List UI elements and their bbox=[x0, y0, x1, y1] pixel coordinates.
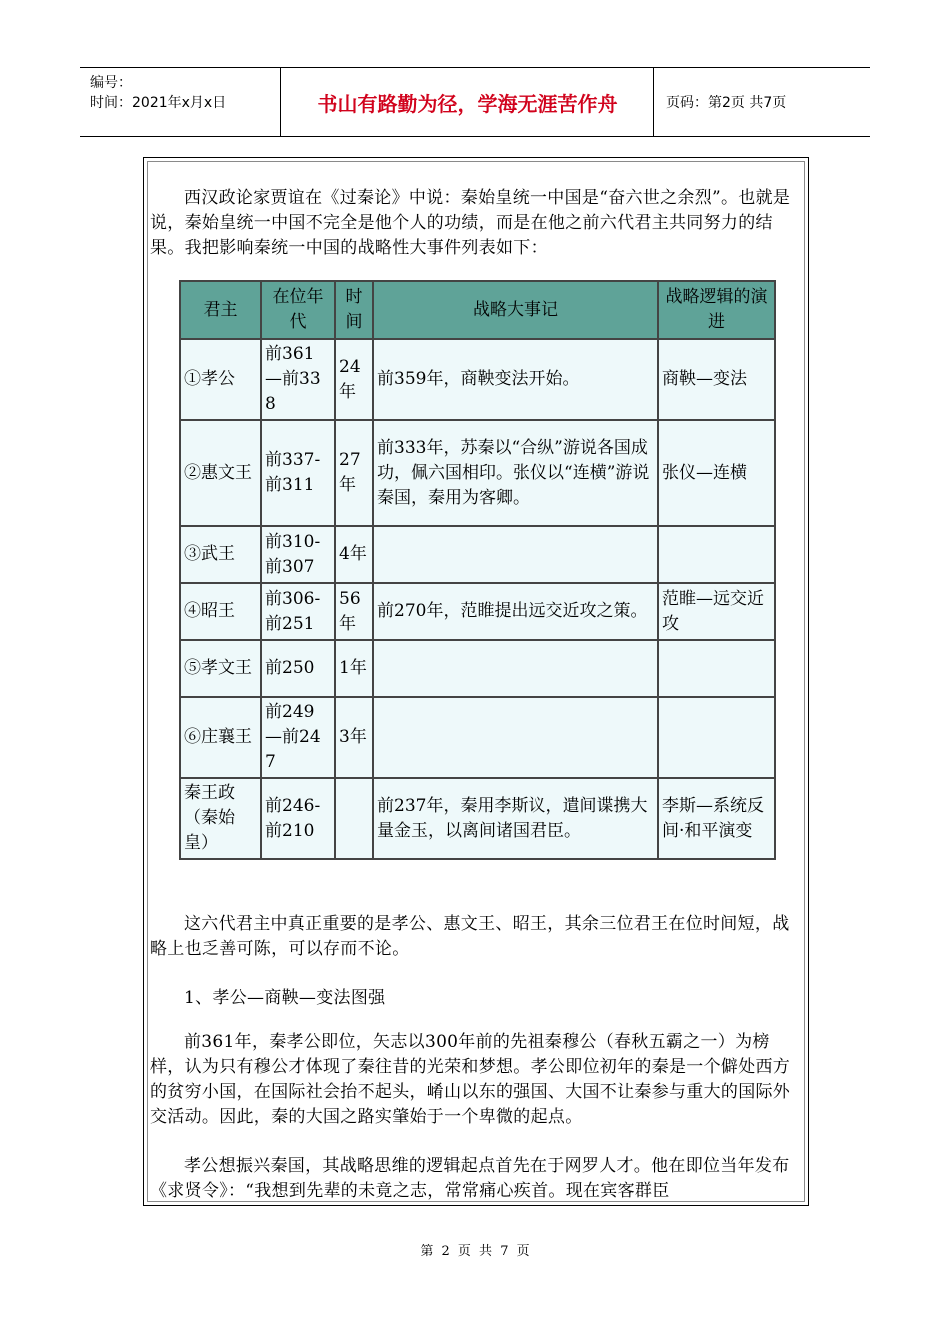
col-header-ruler: 君主 bbox=[180, 281, 261, 339]
cell-years: 56年 bbox=[335, 583, 373, 640]
table-header-row bbox=[180, 281, 775, 339]
cell-event: 前333年，苏秦以“合纵”游说各国成功，佩六国相印。张仪以“连横”游说秦国，秦用为客卿。 bbox=[373, 420, 658, 526]
cell-ruler: ④昭王 bbox=[180, 583, 261, 640]
cell-event: 前237年，秦用李斯议，遣间谍携大量金玉，以离间诸国君臣。 bbox=[373, 778, 658, 859]
cell-ruler: ①孝公 bbox=[180, 339, 261, 420]
doc-number-label: 编号： bbox=[90, 75, 132, 91]
table-row bbox=[180, 697, 775, 778]
col-header-logic: 战略逻辑的演进 bbox=[658, 281, 775, 339]
cell-logic: 张仪—连横 bbox=[658, 420, 775, 526]
header-motto: 书山有路勤为径，学海无涯苦作舟 bbox=[282, 68, 654, 136]
cell-years: 1年 bbox=[335, 640, 373, 697]
cell-logic: 李斯—系统反间·和平演变 bbox=[658, 778, 775, 859]
doc-date-label: 时间：2021年x月x日 bbox=[90, 95, 227, 111]
cell-reign: 前249—前247 bbox=[261, 697, 335, 778]
cell-event bbox=[373, 526, 658, 583]
cell-reign: 前361—前338 bbox=[261, 339, 335, 420]
table-row bbox=[180, 339, 775, 420]
cell-logic bbox=[658, 640, 775, 697]
cell-years: 27年 bbox=[335, 420, 373, 526]
cell-event: 前270年，范睢提出远交近攻之策。 bbox=[373, 583, 658, 640]
intro-paragraph: 西汉政论家贾谊在《过秦论》中说：秦始皇统一中国是“奋六世之余烈”。也就是说，秦始皇统一中国不完全是他个人的功绩，而是在他之前六代君主共同努力的结果。我把影响秦统一中国的战略性大事件列表如下： bbox=[150, 188, 791, 258]
table-row bbox=[180, 526, 775, 583]
strategy-events-table bbox=[179, 280, 776, 860]
section-heading: 1、孝公—商鞅—变法图强 bbox=[184, 988, 386, 1008]
cell-ruler: ②惠文王 bbox=[180, 420, 261, 526]
cell-years: 24年 bbox=[335, 339, 373, 420]
table-row bbox=[180, 583, 775, 640]
page-footer: 第 2 页 共 7 页 bbox=[420, 1244, 530, 1259]
header-meta bbox=[80, 68, 281, 136]
table-row bbox=[180, 420, 775, 526]
cell-event bbox=[373, 640, 658, 697]
cell-reign: 前250 bbox=[261, 640, 335, 697]
page-header bbox=[80, 67, 870, 137]
cell-event bbox=[373, 697, 658, 778]
summary-paragraph: 这六代君主中真正重要的是孝公、惠文王、昭王，其余三位君王在位时间短，战略上也乏善可陈，可以存而不论。 bbox=[150, 914, 790, 959]
col-header-reign: 在位年代 bbox=[261, 281, 335, 339]
cell-reign: 前337-前311 bbox=[261, 420, 335, 526]
header-page-info: 页码：第2页 共7页 bbox=[666, 95, 787, 111]
body-paragraph-talent: 孝公想振兴秦国，其战略思维的逻辑起点首先在于网罗人才。他在即位当年发布《求贤令》：“我想到先辈的未竟之志，常常痛心疾首。现在宾客群臣 bbox=[150, 1156, 790, 1201]
cell-years: 3年 bbox=[335, 697, 373, 778]
cell-logic: 范睢—远交近攻 bbox=[658, 583, 775, 640]
cell-ruler: 秦王政（秦始皇） bbox=[180, 778, 261, 859]
cell-logic bbox=[658, 697, 775, 778]
table-row bbox=[180, 778, 775, 859]
cell-years bbox=[335, 778, 373, 859]
cell-logic: 商鞅—变法 bbox=[658, 339, 775, 420]
cell-reign: 前310-前307 bbox=[261, 526, 335, 583]
cell-ruler: ③武王 bbox=[180, 526, 261, 583]
cell-reign: 前246-前210 bbox=[261, 778, 335, 859]
cell-ruler: ⑥庄襄王 bbox=[180, 697, 261, 778]
col-header-years: 时间 bbox=[335, 281, 373, 339]
body-paragraph-361: 前361年，秦孝公即位，矢志以300年前的先祖秦穆公（春秋五霸之一）为榜样，认为只有穆公才体现了秦往昔的光荣和梦想。孝公即位初年的秦是一个僻处西方的贫穷小国，在国际社会抬不起头，崤山以东的强国、大国不让秦参与重大的国际外交活动。因此，秦的大国之路实肇始于一个卑微的起点。 bbox=[150, 1032, 791, 1127]
cell-years: 4年 bbox=[335, 526, 373, 583]
cell-event: 前359年，商鞅变法开始。 bbox=[373, 339, 658, 420]
cell-reign: 前306-前251 bbox=[261, 583, 335, 640]
cell-logic bbox=[658, 526, 775, 583]
col-header-event: 战略大事记 bbox=[373, 281, 658, 339]
table-row bbox=[180, 640, 775, 697]
cell-ruler: ⑤孝文王 bbox=[180, 640, 261, 697]
